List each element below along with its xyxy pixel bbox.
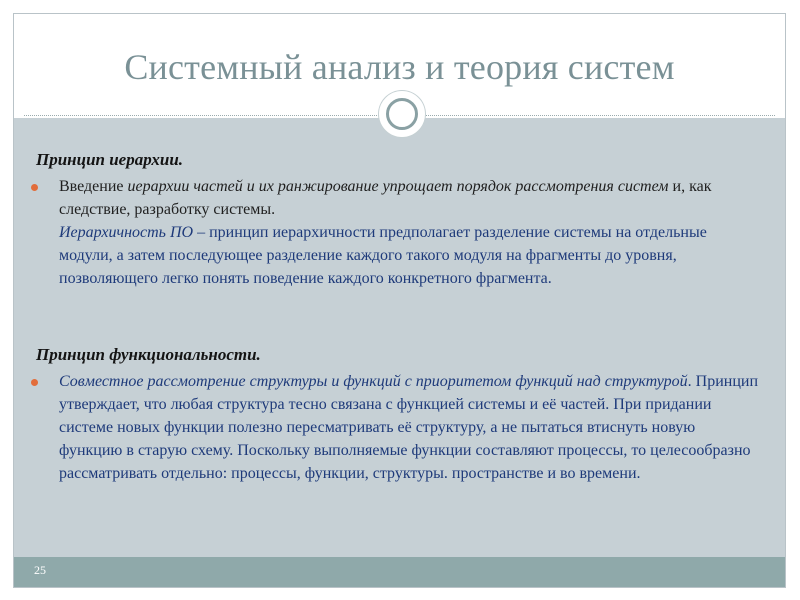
slide (13, 13, 786, 588)
bullet-dot-icon (31, 184, 38, 191)
functionality-paragraph (59, 370, 759, 485)
bullet-dot-icon (31, 379, 38, 386)
footer-bar (14, 557, 785, 587)
ring-inner (386, 98, 418, 130)
functionality-text-body: . Принцип утверждает, что любая структура тесно связана с функцией системы и её частей. При придании системе новых функции полезно пересматривать её структуру, а не пытаться втиснуть новую функцию в старую схему. Поскольку выполняемые функции составляют процессы, то целесообразно рассматривать отдельно: процессы, функции, структуры. пространстве и во времени. (59, 373, 759, 482)
functionality-text-emphasis-wrap (59, 373, 688, 390)
hierarchy-po-term: Иерархичность ПО (59, 224, 194, 241)
section-heading-hierarchy: Принцип иерархии. (36, 150, 184, 169)
hierarchy-paragraph (59, 175, 759, 290)
functionality-text-emphasis: Совместное рассмотрение структуры и функций с приоритетом функций над структурой (59, 373, 688, 390)
hierarchy-text-intro: Введение (59, 178, 128, 195)
hierarchy-po-paragraph (59, 224, 707, 287)
hierarchy-text-end: и, как следствие, разработку системы. (59, 178, 712, 218)
section-heading-functionality: Принцип функциональности. (36, 345, 261, 364)
hierarchy-po-text: – принцип иерархичности предполагает разделение системы на отдельные модули, а затем последующее разделение каждого такого модуля на фрагменты до уровня, позволяющего легко понять поведение каждого конкретного фрагмента. (59, 224, 707, 287)
slide-title: Системный анализ и теория систем (124, 47, 675, 87)
ring-icon (379, 91, 425, 137)
page-number: 25 (34, 563, 46, 577)
hierarchy-text-emphasis: иерархии частей и их ранжирование упрощает порядок рассмотрения систем (127, 178, 669, 195)
